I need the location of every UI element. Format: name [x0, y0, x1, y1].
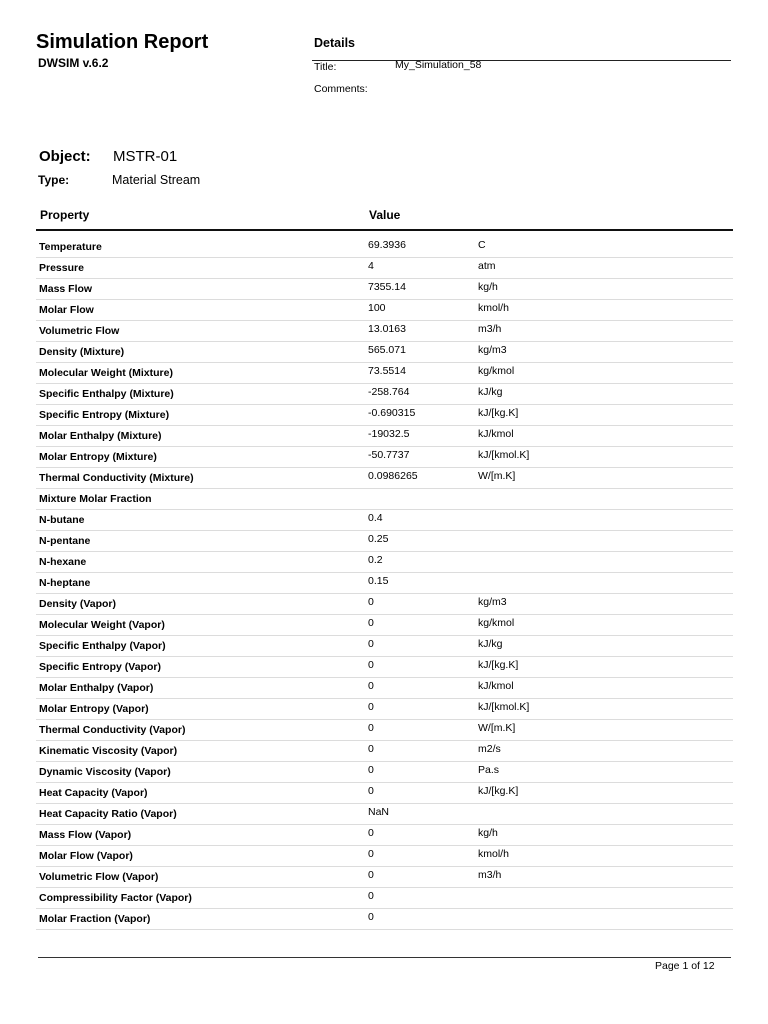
property-unit: kJ/[kg.K]	[478, 659, 519, 671]
table-row	[36, 762, 733, 783]
property-name: Molar Fraction (Vapor)	[39, 913, 151, 925]
table-row	[36, 258, 733, 279]
property-name: Mass Flow (Vapor)	[39, 829, 132, 841]
property-name: Molar Entropy (Mixture)	[39, 451, 157, 463]
property-value: 0	[368, 680, 374, 692]
property-name: Specific Enthalpy (Mixture)	[39, 388, 174, 400]
property-value: 0	[368, 638, 374, 650]
table-row	[36, 510, 733, 531]
property-value: 73.5514	[368, 365, 406, 377]
property-unit: kg/m3	[478, 596, 507, 608]
property-value: 565.071	[368, 344, 406, 356]
property-value: -0.690315	[368, 407, 416, 419]
property-name: Molecular Weight (Mixture)	[39, 367, 173, 379]
property-name: Dynamic Viscosity (Vapor)	[39, 766, 171, 778]
property-value: 0.4	[368, 512, 383, 524]
property-unit: kJ/kg	[478, 386, 503, 398]
table-row	[36, 867, 733, 888]
property-name: Thermal Conductivity (Vapor)	[39, 724, 186, 736]
table-row	[36, 279, 733, 300]
table-row	[36, 426, 733, 447]
property-name: Heat Capacity (Vapor)	[39, 787, 148, 799]
property-value: 0.15	[368, 575, 389, 587]
object-label: Object:	[39, 148, 91, 165]
property-unit: atm	[478, 260, 496, 272]
details-divider	[312, 60, 731, 61]
table-row	[36, 657, 733, 678]
property-name: Molar Enthalpy (Mixture)	[39, 430, 162, 442]
table-row	[36, 783, 733, 804]
property-unit: kg/m3	[478, 344, 507, 356]
table-row	[36, 615, 733, 636]
property-unit: kJ/[kmol.K]	[478, 701, 530, 713]
property-unit: kg/kmol	[478, 617, 515, 629]
property-unit: m3/h	[478, 323, 502, 335]
property-unit: C	[478, 239, 486, 251]
table-row	[36, 363, 733, 384]
table-row	[36, 678, 733, 699]
property-unit: kJ/[kg.K]	[478, 785, 519, 797]
table-row	[36, 531, 733, 552]
property-value: 100	[368, 302, 386, 314]
property-name: N-hexane	[39, 556, 87, 568]
footer-divider	[38, 957, 731, 958]
property-value: 7355.14	[368, 281, 406, 293]
property-value: -258.764	[368, 386, 410, 398]
property-value: 0	[368, 827, 374, 839]
type-value: Material Stream	[112, 173, 201, 187]
property-name: Kinematic Viscosity (Vapor)	[39, 745, 178, 757]
table-row	[36, 552, 733, 573]
property-value: 69.3936	[368, 239, 406, 251]
table-row	[36, 804, 733, 825]
property-name: Molar Enthalpy (Vapor)	[39, 682, 154, 694]
property-name: Density (Vapor)	[39, 598, 117, 610]
property-name: N-heptane	[39, 577, 91, 589]
property-value: 0.25	[368, 533, 389, 545]
property-name: Thermal Conductivity (Mixture)	[39, 472, 194, 484]
table-row	[36, 489, 733, 510]
software-version: DWSIM v.6.2	[38, 56, 109, 70]
property-unit: Pa.s	[478, 764, 500, 776]
table-row	[36, 447, 733, 468]
property-value: 0	[368, 890, 374, 902]
property-value: 0	[368, 869, 374, 881]
comments-label: Comments:	[314, 83, 368, 95]
table-row	[36, 573, 733, 594]
report-title: Simulation Report	[36, 31, 209, 53]
property-value: 0	[368, 722, 374, 734]
table-row	[36, 636, 733, 657]
table-row	[36, 741, 733, 762]
table-row	[36, 384, 733, 405]
property-name: Specific Enthalpy (Vapor)	[39, 640, 166, 652]
property-name: Temperature	[39, 241, 102, 253]
property-value: NaN	[368, 806, 390, 818]
title-value: My_Simulation_58	[395, 59, 482, 71]
table-row	[36, 237, 733, 258]
table-row	[36, 300, 733, 321]
property-name: Molar Flow (Vapor)	[39, 850, 133, 862]
property-unit: kmol/h	[478, 848, 509, 860]
page-number: Page 1 of 12	[655, 960, 715, 972]
property-value: -19032.5	[368, 428, 410, 440]
column-header-value: Value	[369, 208, 401, 222]
table-row	[36, 321, 733, 342]
column-header-property: Property	[40, 208, 90, 222]
object-value: MSTR-01	[113, 148, 178, 165]
table-row	[36, 825, 733, 846]
property-unit: W/[m.K]	[478, 722, 516, 734]
property-value: 0.2	[368, 554, 383, 566]
property-value: 0	[368, 764, 374, 776]
property-value: 13.0163	[368, 323, 406, 335]
property-value: 0	[368, 617, 374, 629]
property-unit: kJ/[kmol.K]	[478, 449, 530, 461]
title-label: Title:	[314, 61, 337, 73]
type-label: Type:	[38, 173, 70, 187]
property-unit: kg/kmol	[478, 365, 515, 377]
property-name: Mass Flow	[39, 283, 93, 295]
property-name: Pressure	[39, 262, 84, 274]
property-unit: kJ/kmol	[478, 680, 514, 692]
property-unit: kmol/h	[478, 302, 509, 314]
table-row	[36, 405, 733, 426]
property-unit: kJ/[kg.K]	[478, 407, 519, 419]
property-value: 0.0986265	[368, 470, 418, 482]
properties-table	[36, 237, 733, 930]
property-value: 0	[368, 596, 374, 608]
table-row	[36, 594, 733, 615]
property-name: Heat Capacity Ratio (Vapor)	[39, 808, 177, 820]
table-row	[36, 888, 733, 909]
property-unit: W/[m.K]	[478, 470, 516, 482]
property-name: Molar Entropy (Vapor)	[39, 703, 149, 715]
table-row	[36, 699, 733, 720]
property-name: Specific Entropy (Mixture)	[39, 409, 170, 421]
property-name: Volumetric Flow (Vapor)	[39, 871, 159, 883]
table-row	[36, 342, 733, 363]
table-row	[36, 846, 733, 867]
property-name: N-pentane	[39, 535, 91, 547]
details-heading: Details	[314, 36, 355, 50]
property-unit: m2/s	[478, 743, 501, 755]
property-name: N-butane	[39, 514, 85, 526]
table-row	[36, 720, 733, 741]
property-value: -50.7737	[368, 449, 410, 461]
property-unit: kJ/kg	[478, 638, 503, 650]
property-unit: kg/h	[478, 281, 498, 293]
property-name: Molecular Weight (Vapor)	[39, 619, 165, 631]
property-value: 0	[368, 701, 374, 713]
property-unit: kJ/kmol	[478, 428, 514, 440]
table-row	[36, 468, 733, 489]
property-value: 4	[368, 260, 374, 272]
property-value: 0	[368, 659, 374, 671]
table-header-divider	[36, 229, 733, 231]
property-value: 0	[368, 848, 374, 860]
property-value: 0	[368, 785, 374, 797]
property-unit: m3/h	[478, 869, 502, 881]
table-row	[36, 909, 733, 930]
property-name: Molar Flow	[39, 304, 94, 316]
property-name: Volumetric Flow	[39, 325, 120, 337]
property-name: Density (Mixture)	[39, 346, 125, 358]
property-name: Mixture Molar Fraction	[39, 493, 152, 505]
property-name: Specific Entropy (Vapor)	[39, 661, 161, 673]
property-value: 0	[368, 911, 374, 923]
property-name: Compressibility Factor (Vapor)	[39, 892, 192, 904]
property-value: 0	[368, 743, 374, 755]
property-unit: kg/h	[478, 827, 498, 839]
